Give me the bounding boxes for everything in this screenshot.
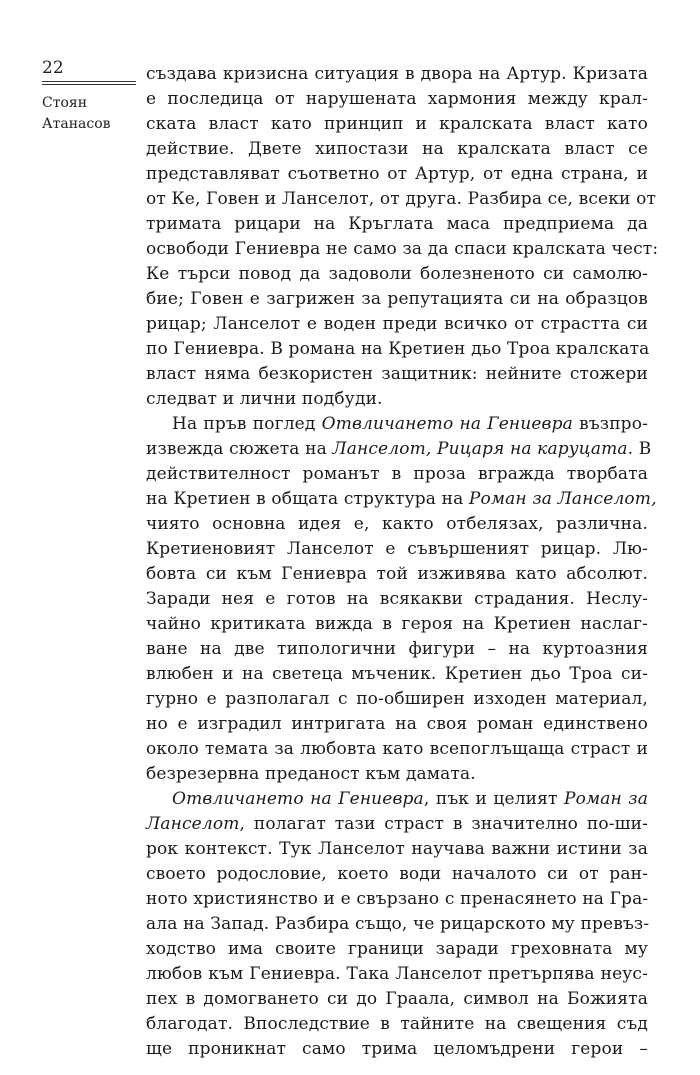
text-line: ала на Запад. Разбира също, че рицарското му превъз- xyxy=(146,914,650,934)
header-rule-top xyxy=(42,81,136,82)
text-line: бие; Говен е загрижен за репутацията си на образцов xyxy=(146,289,648,309)
text-line: любов към Гениевра. Така Ланселот претърпява неус- xyxy=(146,964,648,984)
italic-title: Ланселот xyxy=(146,814,240,834)
text-line: тримата рицари на Кръглата маса предприема да xyxy=(146,214,648,234)
text-line: е последица от нарушената хармония между крал- xyxy=(146,89,648,109)
text-line xyxy=(146,787,648,812)
text-line: власт няма безкористен защитник: нейните стожери xyxy=(146,364,648,384)
text-line: бовта си към Гениевра той изживява като абсолют. xyxy=(146,564,648,584)
text-line: ще проникнат само трима целомъдрени герои – xyxy=(146,1039,648,1059)
text-line: следват и лични подбуди. xyxy=(146,389,383,409)
text-line: действие. Двете хипостази на кралската власт се xyxy=(146,139,648,159)
text-run: На пръв поглед xyxy=(172,414,322,434)
page-number: 22 xyxy=(42,58,64,78)
text-line: рицар; Ланселот е воден преди всичко от страстта си xyxy=(146,314,648,334)
body-text xyxy=(146,62,659,1062)
header-rule-bottom xyxy=(42,84,136,85)
text-line: пех в домогването си до Граала, символ на Божията xyxy=(146,989,648,1009)
text-run: на Кретиен в общата структура на xyxy=(146,489,469,509)
text-line: Заради нея е готов на всякакви страдания. Неслу- xyxy=(146,589,648,609)
text-line: освободи Гениевра не само за да спаси кралската чест: xyxy=(146,239,659,259)
text-run: извежда сюжета на xyxy=(146,439,333,459)
italic-title: Ланселот, Рицаря на каруцата xyxy=(332,439,628,459)
text-line: влюбен и на светеца мъченик. Кретиен дьо Троа си- xyxy=(146,664,648,684)
text-line: от Ке, Говен и Ланселот, от друга. Разбира се, всеки от xyxy=(146,189,657,209)
text-line: представляват съответно от Артур, от една страна, и xyxy=(146,164,648,184)
text-line: рок контекст. Тук Ланселот научава важни истини за xyxy=(146,839,648,859)
running-head-author xyxy=(42,93,111,135)
text-run: , полагат тази страст в значително по-ши- xyxy=(239,814,648,834)
italic-title: Отвличането на Гениевра xyxy=(172,789,424,809)
italic-title: Роман за xyxy=(564,789,648,809)
text-line: чиято основна идея е, както отбелязах, различна. xyxy=(146,514,648,534)
text-line xyxy=(146,812,648,837)
text-run: възпро- xyxy=(572,414,648,434)
text-line: своето родословие, което води началото си от ран- xyxy=(146,864,648,884)
text-line: гурно е разполагал с по-обширен изходен материал, xyxy=(146,689,648,709)
text-run: . В xyxy=(627,439,652,459)
text-line: действителност романът в проза вгражда творбата xyxy=(146,464,648,484)
text-line xyxy=(146,437,652,462)
author-first-name: Стоян xyxy=(42,95,88,111)
text-line: създава кризисна ситуация в двора на Артур. Кризата xyxy=(146,64,648,84)
italic-title: Отвличането на Гениевра xyxy=(321,414,573,434)
text-line: Ке търси повод да задоволи болезненото си самолю- xyxy=(146,264,648,284)
text-line: ходство има своите граници заради греховната му xyxy=(146,939,648,959)
text-line: безрезервна преданост към дамата. xyxy=(146,764,476,784)
text-line: ската власт като принцип и кралската власт като xyxy=(146,114,648,134)
text-line: благодат. Впоследствие в тайните на свещения съд xyxy=(146,1014,648,1034)
text-line: Кретиеновият Ланселот е съвършеният рицар. Лю- xyxy=(146,539,648,559)
text-line: ване на две типологични фигури – на куртоазния xyxy=(146,639,648,659)
author-last-name: Атанасов xyxy=(42,116,111,132)
text-line xyxy=(146,412,648,437)
text-line: около темата за любовта като всепоглъщаща страст и xyxy=(146,739,648,759)
text-line: чайно критиката вижда в героя на Кретиен наслаг- xyxy=(146,614,648,634)
text-line: но е изградил интригата на своя роман единствено xyxy=(146,714,648,734)
text-line xyxy=(146,487,657,512)
italic-title: Роман за Ланселот, xyxy=(468,489,657,509)
text-line: ното християнство и е свързано с пренасянето на Гра- xyxy=(146,889,649,909)
text-run: , пък и целият xyxy=(423,789,564,809)
text-line: по Гениевра. В романа на Кретиен дьо Троа кралската xyxy=(146,339,650,359)
